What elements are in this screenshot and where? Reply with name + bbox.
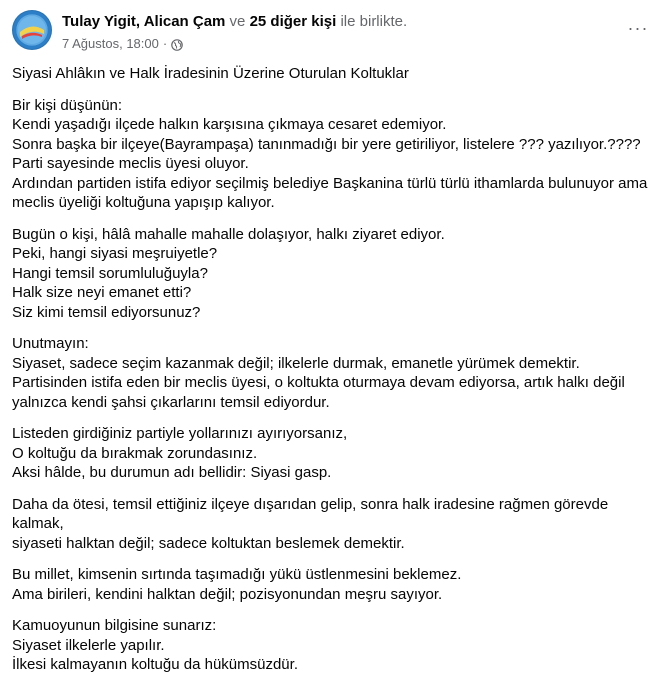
others-link[interactable]: 25 diğer kişi — [249, 13, 337, 30]
post-text-line: Unutmayın: — [12, 335, 89, 352]
post-header — [12, 10, 655, 54]
with-suffix: ile birlikte. — [336, 13, 408, 30]
post-text-line: Bugün o kişi, hâlâ mahalle mahalle dolaşıyor, halkı ziyaret ediyor. — [12, 225, 445, 243]
tagged-person-link[interactable]: Alican Çam — [143, 13, 226, 30]
author-line — [62, 12, 407, 32]
post-text-line: yalnızca kendi şahsi çıkarlarını temsil ediyordur. — [12, 393, 330, 411]
meta-dot: · — [162, 36, 168, 51]
post-text-line: Kendi yaşadığı ilçede halkın karşısına çıkmaya cesaret edemiyor. — [12, 116, 447, 133]
globe-icon[interactable] — [171, 38, 183, 50]
post-text-line: Ama birileri, kendini halktan değil; pozisyonundan meşru sayıyor. — [12, 585, 443, 603]
post-text-line: Ardından partiden istifa ediyor seçilmiş belediye Başkanina türlü türlü ithamlarda bulunuyor ama — [12, 174, 648, 192]
post-text-line: Siyaset, sadece seçim kazanmak değil; ilkelerle durmak, emanetle yürümek demektir. — [12, 354, 580, 372]
post-text-line: Halk size neyi emanet etti? — [12, 284, 192, 301]
post-text-line: Sonra başka bir ilçeye(Bayrampaşa) tanınmadığı bir yere getiriliyor, listelere ??? yazılıyor.???? — [12, 135, 641, 153]
post-text-line: Hangi temsil sorumluluğuyla? — [12, 264, 208, 282]
post-text-line: Listeden girdiğiniz partiyle yollarınızı ayırıyorsanız, — [12, 425, 348, 442]
post-text-line: Siz kimi temsil ediyorsunuz? — [12, 303, 201, 321]
post-paragraph — [12, 334, 652, 412]
post-text-line: Bir kişi düşünün: — [12, 96, 123, 114]
post-text-line: Daha da ötesi, temsil ettiğiniz ilçeye dışarıdan gelip, sonra halk iradesine rağmen görevde kalmak, — [12, 495, 609, 532]
post-paragraph — [12, 64, 652, 84]
post-text-line: Peki, hangi siyasi meşruiyetle? — [12, 245, 218, 262]
post-text-line: Bu millet, kimsenin sırtında taşımadığı yükü üstlenmesini beklemez. — [12, 566, 462, 583]
post-text-line: Parti sayesinde meclis üyesi oluyor. — [12, 155, 249, 172]
post-paragraph — [12, 495, 652, 554]
post-paragraph — [12, 424, 652, 483]
post-text-line: meclis üyeliği koltuğuna yapışıp kalıyor. — [12, 194, 275, 211]
header-text — [62, 12, 407, 53]
more-options-button[interactable] — [623, 16, 653, 40]
post-text-line: İlkesi kalmayanın koltuğu da hükümsüzdür. — [12, 656, 298, 673]
author-name-link[interactable]: Tulay Yigit — [62, 13, 136, 30]
post-text-line: siyaseti halktan değil; sadece koltuktan beslemek demektir. — [12, 534, 405, 552]
post-paragraph — [12, 616, 652, 675]
post-text-line: Partisinden istifa eden bir meclis üyesi, o koltukta oturmaya devam ediyorsa, artık halkı değil — [12, 374, 625, 391]
post-body — [12, 64, 652, 687]
post-timestamp[interactable]: 7 Ağustos, 18:00 — [62, 36, 159, 51]
post-paragraph — [12, 225, 652, 323]
post-text-line: Siyaset ilkelerle yapılır. — [12, 636, 165, 654]
profile-avatar[interactable] — [12, 10, 52, 50]
post-paragraph — [12, 96, 652, 213]
post-text-line: O koltuğu da bırakmak zorundasınız. — [12, 444, 258, 462]
name-separator: , — [135, 13, 144, 30]
post-text-line: Aksi hâlde, bu durumun adı bellidir: Siyasi gasp. — [12, 464, 332, 481]
more-icon: ··· — [627, 17, 649, 38]
post-meta — [62, 35, 407, 53]
post-text-line: Kamuoyunun bilgisine sunarız: — [12, 617, 217, 634]
conjunction: ve — [225, 13, 250, 30]
post-paragraph — [12, 565, 652, 604]
post-text-line: Siyasi Ahlâkın ve Halk İradesinin Üzerine Oturulan Koltuklar — [12, 65, 409, 82]
